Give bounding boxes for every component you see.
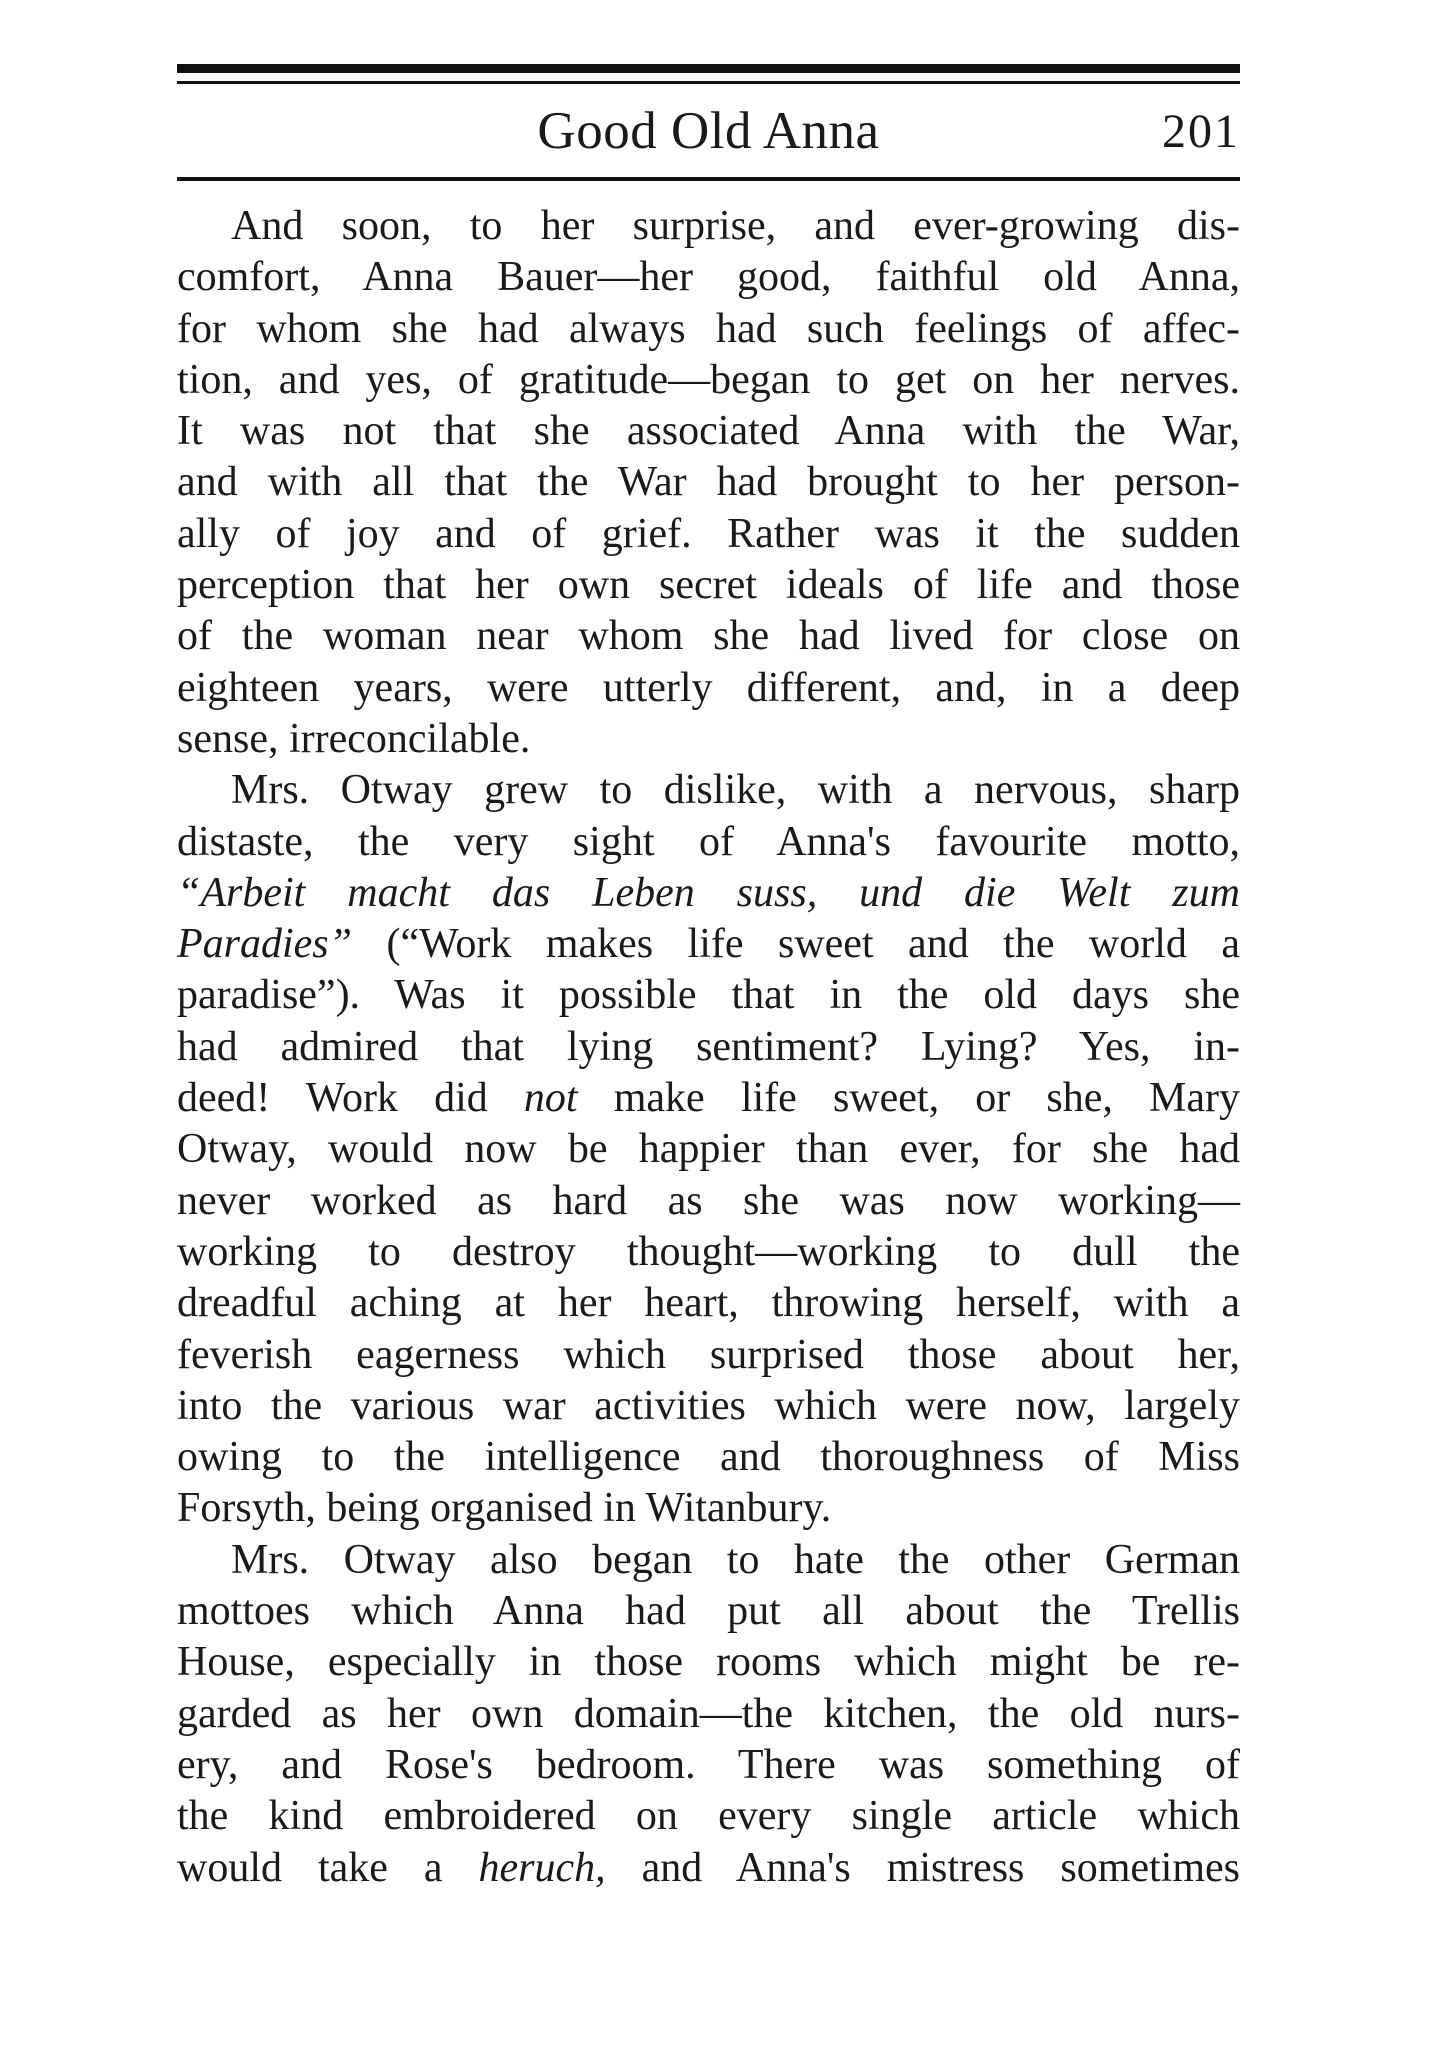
text-line: ally of joy and of grief. Rather was it the sudden (177, 510, 1240, 557)
text-line: tion, and yes, of gratitude—began to get on her nerves. (177, 356, 1240, 403)
text-fragment: make life sweet, or she, Mary (577, 1075, 1240, 1122)
text-line: Otway, would now be happier than ever, for she had (177, 1126, 1240, 1173)
text-line: mottoes which Anna had put all about the Trellis (177, 1588, 1240, 1635)
text-line: Mrs. Otway grew to dislike, with a nervous, sharp (231, 767, 1240, 814)
text-line: garded as her own domain—the kitchen, the old nurs- (177, 1690, 1240, 1737)
emphasis-not: not (523, 1075, 578, 1122)
text-fragment: and Anna's mistress sometimes (605, 1844, 1240, 1891)
text-line (177, 1073, 1240, 1124)
text-line: It was not that she associated Anna with the War, (177, 408, 1240, 455)
text-line (177, 919, 1240, 970)
paragraph-2 (177, 765, 1240, 1534)
text-line: and with all that the War had brought to her person- (177, 459, 1240, 506)
text-line: into the various war activities which were now, largely (177, 1382, 1240, 1429)
text-line: And soon, to her surprise, and ever-growing dis- (231, 203, 1240, 249)
paragraph-1 (177, 201, 1240, 765)
text-line: House, especially in those rooms which might be re- (177, 1639, 1240, 1686)
text-line: owing to the intelligence and thoroughness of Miss (177, 1434, 1240, 1481)
header-rule (177, 177, 1240, 181)
text-fragment: would take a (177, 1844, 479, 1891)
text-line: Forsyth, being organised in Witanbury. (177, 1485, 832, 1532)
german-motto-line: “Arbeit macht das Leben suss, und die Welt zum (177, 869, 1240, 916)
text-line: working to destroy thought—working to dull the (177, 1228, 1240, 1275)
text-line: perception that her own secret ideals of life and those (177, 562, 1240, 609)
body-text (177, 201, 1240, 1894)
text-line: dreadful aching at her heart, throwing herself, with a (177, 1280, 1240, 1327)
text-line: the kind embroidered on every single article which (177, 1793, 1240, 1840)
text-line: feverish eagerness which surprised those about her, (177, 1331, 1240, 1378)
running-title: Good Old Anna (537, 102, 880, 160)
text-line: distaste, the very sight of Anna's favourite motto, (177, 818, 1240, 865)
text-fragment: deed! Work did (177, 1075, 524, 1122)
text-line: paradise”). Was it possible that in the old days she (177, 972, 1240, 1019)
text-line: comfort, Anna Bauer—her good, faithful old Anna, (177, 254, 1240, 301)
text-line: of the woman near whom she had lived for close on (177, 613, 1240, 660)
text-line: eighteen years, were utterly different, and, in a deep (177, 664, 1240, 711)
motto-translation: (“Work makes life sweet and the world a (352, 921, 1240, 968)
top-rule-thin (177, 81, 1240, 84)
text-line: for whom she had always had such feelings of affec- (177, 305, 1240, 352)
text-line: Mrs. Otway also began to hate the other German (231, 1536, 1240, 1583)
top-rule-thick (177, 64, 1240, 73)
page-number: 201 (1162, 105, 1240, 158)
running-head (177, 96, 1240, 166)
text-line: sense, irreconcilable. (177, 715, 531, 762)
text-line (177, 1843, 1240, 1894)
emphasis-heruch: heruch, (478, 1844, 606, 1891)
paragraph-3 (177, 1535, 1240, 1894)
text-line: never worked as hard as she was now working— (177, 1177, 1240, 1224)
text-line: ery, and Rose's bedroom. There was something of (177, 1741, 1240, 1788)
text-line: had admired that lying sentiment? Lying? Yes, in- (177, 1023, 1240, 1070)
german-motto-end: Paradies” (177, 921, 353, 968)
